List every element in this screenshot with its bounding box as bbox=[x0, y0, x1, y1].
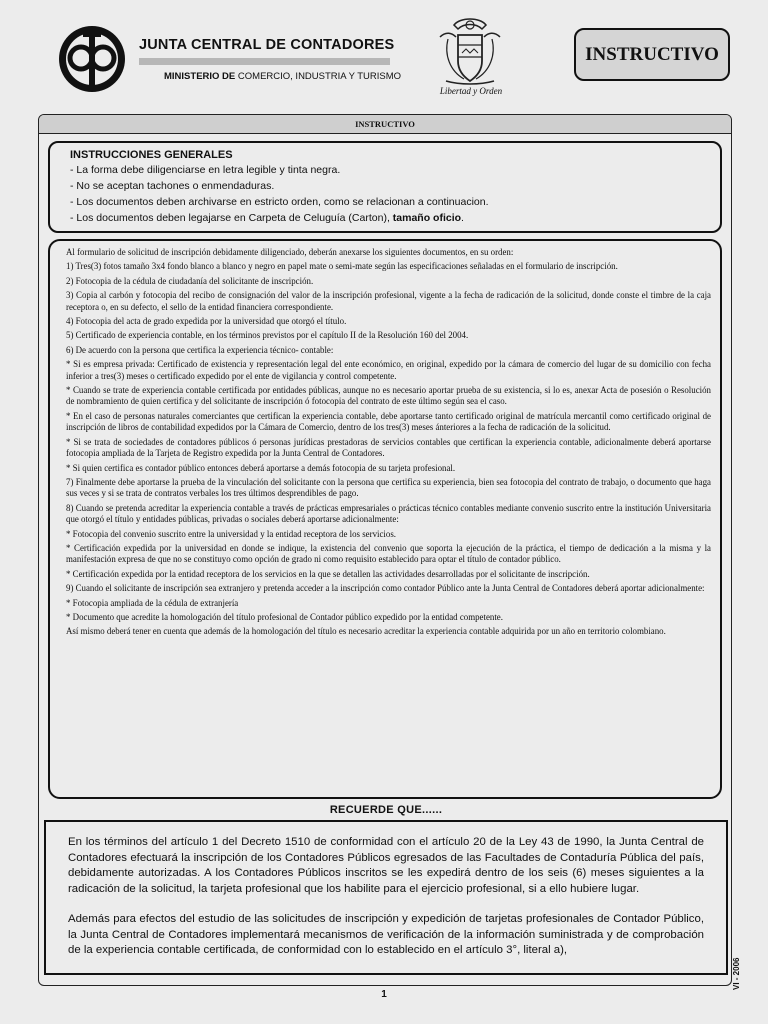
requirement-paragraph: 8) Cuando se pretenda acreditar la experiencia contable a través de prácticas empresariales o prácticas técnico contables mediante convenio suscrito entre la institución Universitaria que otorgó el título y entidades públicas, privadas o sociales deberá aportarse adicionalmente: bbox=[66, 502, 711, 525]
instruction-period: . bbox=[461, 212, 464, 224]
reminder-paragraph: Además para efectos del estudio de las solicitudes de inscripción y expedición de tarjetas profesionales de Contador Público, la Junta Central de Contadores implementará mecanismos de verificación de la información suministrada y de comprobación de la experiencia contable certificada, de conformidad con lo establecido en el artículo 3°, literal a), bbox=[68, 913, 704, 956]
ministry-prefix: MINISTERIO DE bbox=[164, 71, 236, 82]
jcc-logo-icon bbox=[57, 24, 127, 94]
ministry-name: COMERCIO, INDUSTRIA Y TURISMO bbox=[235, 71, 402, 82]
requirement-paragraph: * En el caso de personas naturales comerciantes que certifican la experiencia contable, debe aportarse tanto certificado original de matrícula mercantil como certificado original de inscripción de libros de contabilidad expedidos por la Cámara de Comercio, dentro de los tres(3) meses ánteriores a la fecha de radicación de la solicitud. bbox=[66, 410, 711, 433]
instruction-emphasis: tamaño oficio bbox=[392, 212, 462, 224]
form-version-code: VI - 2006 bbox=[732, 957, 741, 990]
coat-of-arms-icon bbox=[436, 15, 504, 87]
requirement-paragraph: * Fotocopia ampliada de la cédula de extranjería bbox=[66, 597, 239, 608]
requirement-paragraph: Así mismo deberá tener en cuenta que además de la homologación del título es necesario acreditar la experiencia contable adquirida por un año en territorio colombiano. bbox=[66, 626, 666, 637]
requirement-paragraph: * Documento que acredite la homologación del título profesional de Contador público expedido por la entidad competente. bbox=[66, 611, 503, 622]
general-instructions-title: INSTRUCCIONES GENERALES bbox=[70, 149, 233, 161]
requirement-paragraph: * Si quien certifica es contador público entonces deberá aportarse a demás fotocopia de su tarjeta profesional. bbox=[66, 462, 456, 473]
requirement-paragraph: 7) Finalmente debe aportarse la prueba de la vinculación del solicitante con la persona que certifica su experiencia, bien sea fotocopia del contrato de trabajo, o documento que haga sus veces y si se trata de contratos verbales los tres últimos desprendibles de pago. bbox=[66, 476, 711, 499]
required-documents-box bbox=[48, 239, 722, 799]
requirement-paragraph: 6) De acuerdo con la persona que certifica la experiencia técnico- contable: bbox=[66, 344, 334, 355]
requirement-paragraph: 4) Fotocopia del acta de grado expedida por la universidad que otorgó el título. bbox=[66, 316, 347, 327]
general-instruction-item bbox=[70, 210, 720, 226]
requirement-paragraph: 3) Copia al carbón y fotocopia del recibo de consignación del valor de la inscripción profesional, vigente a la fecha de radicación de la solicitud, donde conste el timbre de la caja receptora o, en su defecto, el sello de la entidad financiera correspondiente. bbox=[66, 290, 711, 312]
requirement-paragraph: 2) Fotocopia de la cédula de ciudadanía del solicitante de inscripción. bbox=[66, 275, 314, 286]
general-instructions-box bbox=[48, 141, 722, 233]
reminder-paragraph: En los términos del artículo 1 del Decreto 1510 de conformidad con el artículo 20 de la Ley 43 de 1990, la Junta Central de Contadores efectuará la inscripción de los Contadores Públicos egresados de las Facultades de Contaduría Pública del país, debidamente autorizadas. A los Contadores Públicos inscritos se les expedirá dentro de los seis (6) meses siguientes a la radicación de la solicitud, la tarjeta profesional que los habilite para el ejercicio profesional, si a ello hubiere lugar. bbox=[68, 836, 704, 895]
general-instruction-item: - No se aceptan tachones o enmendaduras. bbox=[70, 180, 275, 192]
requirement-paragraph: * Cuando se trate de experiencia contable certificada por entidades públicas, aunque no es necesario aportar prueba de su existencia, si lo es, anexar Acta de posesión o Resolución de nombramiento de quien certifica y del solicitante de inscripción ó fotocopia del contrato de este último según sea el caso. bbox=[66, 385, 711, 407]
organization-name: JUNTA CENTRAL DE CONTADORES bbox=[139, 37, 395, 53]
motto-text: Libertad y Orden bbox=[439, 86, 503, 96]
general-instruction-item: - La forma debe diligenciarse en letra legible y tinta negra. bbox=[70, 164, 341, 176]
general-instruction-item: - Los documentos deben archivarse en estricto orden, como se relacionan a continuacion. bbox=[70, 196, 489, 208]
requirement-paragraph: 9) Cuando el solicitante de inscripción sea extranjero y pretenda acceder a la inscripción como contador Público ante la Junta Central de Contadores deberá aportar adicionalmente: bbox=[66, 583, 705, 594]
requirement-paragraph: 5) Certificado de experiencia contable, en los términos previstos por el capítulo II de la Resolución 160 del 2004. bbox=[66, 330, 469, 341]
requirement-paragraph: 1) Tres(3) fotos tamaño 3x4 fondo blanco a blanco y negro en papel mate o semi-mate según las especificaciones señaladas en el formulario de inscripción. bbox=[66, 261, 618, 272]
requirement-paragraph: Al formulario de solicitud de inscripción debidamente diligenciado, deberán anexarse los siguientes documentos, en su orden: bbox=[66, 247, 514, 257]
reminder-title: RECUERDE QUE...... bbox=[329, 804, 443, 816]
requirement-paragraph: * Fotocopia del convenio suscrito entre la universidad y la entidad receptora de los servicios. bbox=[66, 528, 397, 539]
document-type-badge: INSTRUCTIVO bbox=[574, 28, 730, 81]
requirement-paragraph: * Si es empresa privada: Certificado de existencia y representación legal del ente económico, en original, expedido por la cámara de comercio del lugar de su domicilio con fecha inferior a tres(3) meses o certificado expedido por el ente de vigilancia y control competente. bbox=[66, 359, 711, 381]
page-number: 1 bbox=[381, 989, 387, 1000]
ministry-line bbox=[164, 71, 401, 82]
instruction-text: - Los documentos deben legajarse en Carpeta de Celuguía (Carton), bbox=[70, 212, 393, 224]
requirement-paragraph: * Certificación expedida por la entidad receptora de los servicios en la que se detallen las actividades desarrolladas por el solicitante de inscripción. bbox=[66, 568, 590, 579]
requirement-paragraph: * Certificación expedida por la universidad en donde se indique, la existencia del convenio que soporta la ejecución de la práctica, el tiempo de dedicación a la misma y la manifestación expresa de que no se constituyo como opción de grado ni como requisito establecido para optar el título de contador público. bbox=[66, 542, 711, 565]
reminder-box bbox=[44, 820, 728, 975]
requirement-paragraph: * Si se trata de sociedades de contadores públicos ó personas jurídicas prestadoras de servicios contables que certifican la experiencia contable, adicionalmente deberá aportarse fotocopia ampliada de la Tarjeta de Registro expedida por la Junta Central de Contadores. bbox=[66, 436, 711, 459]
title-underline-bar bbox=[139, 58, 390, 65]
frame-title: INSTRUCTIVO bbox=[39, 115, 731, 134]
